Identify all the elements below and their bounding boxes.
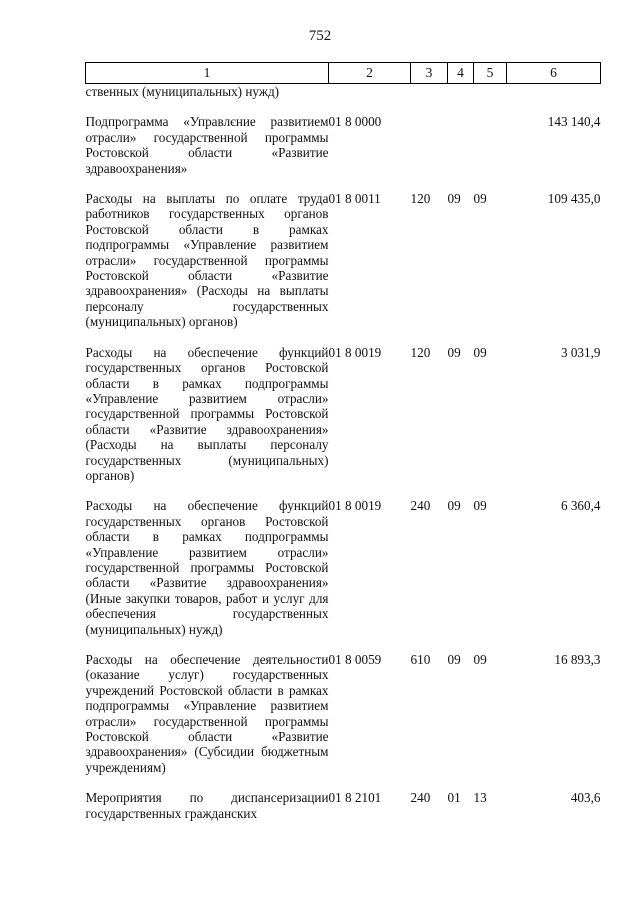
- subsection: 09: [473, 498, 487, 514]
- budget-table: [85, 62, 601, 821]
- expense-type: 240: [410, 498, 431, 514]
- column-header: 1: [86, 63, 329, 84]
- amount: 403,6: [570, 790, 601, 806]
- target-code: 01 8 0019: [328, 498, 382, 514]
- expense-type: [411, 112, 448, 189]
- table-row-continuation: [86, 84, 601, 113]
- column-header: 6: [507, 63, 601, 84]
- amount: 143 140,4: [547, 114, 601, 130]
- expense-type: 120: [410, 344, 431, 360]
- row-description: Расходы на обеспечение функций государственных органов Ростовской области в рамках подпрограммы «Управление развитием отрасли» государственной программы Ростовской области «Развитие здравоохранения» (Расходы на выплаты персоналу государственных (муниципальных) органов): [85, 344, 329, 483]
- subsection: 09: [473, 344, 487, 360]
- subsection: [474, 112, 507, 189]
- subsection: 09: [473, 652, 487, 667]
- section: 09: [447, 344, 461, 360]
- row-description: ственных (муниципальных) нужд): [85, 84, 280, 99]
- target-code: 01 8 0059: [328, 652, 382, 667]
- target-code: 01 8 0019: [328, 344, 382, 360]
- table-row: [86, 343, 601, 497]
- section: 01: [447, 790, 461, 806]
- amount: 16 893,3: [554, 652, 601, 667]
- row-description: Подпрограмма «Управлєние развитием отрасли» государственной программы Ростовской области «Развитие здравоохранения»: [85, 114, 329, 176]
- table-row: [86, 112, 601, 189]
- section: 09: [447, 498, 461, 514]
- subsection: 09: [473, 191, 487, 207]
- row-description: Расходы на обеспечение деятельности (оказание услуг) государственных учреждений Ростовской области в рамках подпрограммы «Управление развитием отрасли» государственной программы Ростовской области «Развитие здравоохранения» (Субсидии бюджетным учреждениям): [85, 652, 329, 775]
- amount: 3 031,9: [560, 344, 601, 360]
- amount: 6 360,4: [560, 498, 601, 514]
- expense-type: 610: [410, 652, 431, 667]
- amount: 109 435,0: [547, 191, 601, 207]
- row-description: Расходы на обеспечение функций государственных органов Ростовской области в рамках подпрограммы «Управление развитием отрасли» государственной программы Ростовской области «Развитие здравоохранения» (Иные закупки товаров, работ и услуг для обеспечения государственных (муниципальных) нужд): [85, 498, 329, 637]
- page-number: 752: [308, 28, 332, 44]
- section: [448, 112, 474, 189]
- table-row: [86, 189, 601, 343]
- row-description: Расходы на выплаты по оплате труда работников государственных органов Ростовской области в рамках подпрограммы «Управление развитием отрасли» государственной программы Ростовской области «Развитие здравоохранения» (Расходы на выплаты персоналу государственных (муниципальных) органов): [85, 191, 329, 330]
- column-header: 4: [448, 63, 474, 84]
- column-header: 3: [411, 63, 448, 84]
- target-code: 01 8 0011: [328, 191, 381, 207]
- column-header: 2: [329, 63, 411, 84]
- column-header: 5: [474, 63, 507, 84]
- target-code: 01 8 0000: [328, 114, 382, 130]
- header-row: [86, 63, 601, 84]
- target-code: 01 8 2101: [328, 790, 382, 806]
- subsection: 13: [473, 790, 487, 806]
- table-row: [86, 788, 601, 821]
- expense-type: 240: [410, 790, 431, 806]
- row-description: Мероприятия по диспансеризации государственных гражданских: [85, 790, 329, 821]
- section: 09: [447, 191, 461, 207]
- table-row: [86, 496, 601, 650]
- expense-type: 120: [410, 191, 431, 207]
- table-row: [86, 650, 601, 788]
- section: 09: [447, 652, 461, 667]
